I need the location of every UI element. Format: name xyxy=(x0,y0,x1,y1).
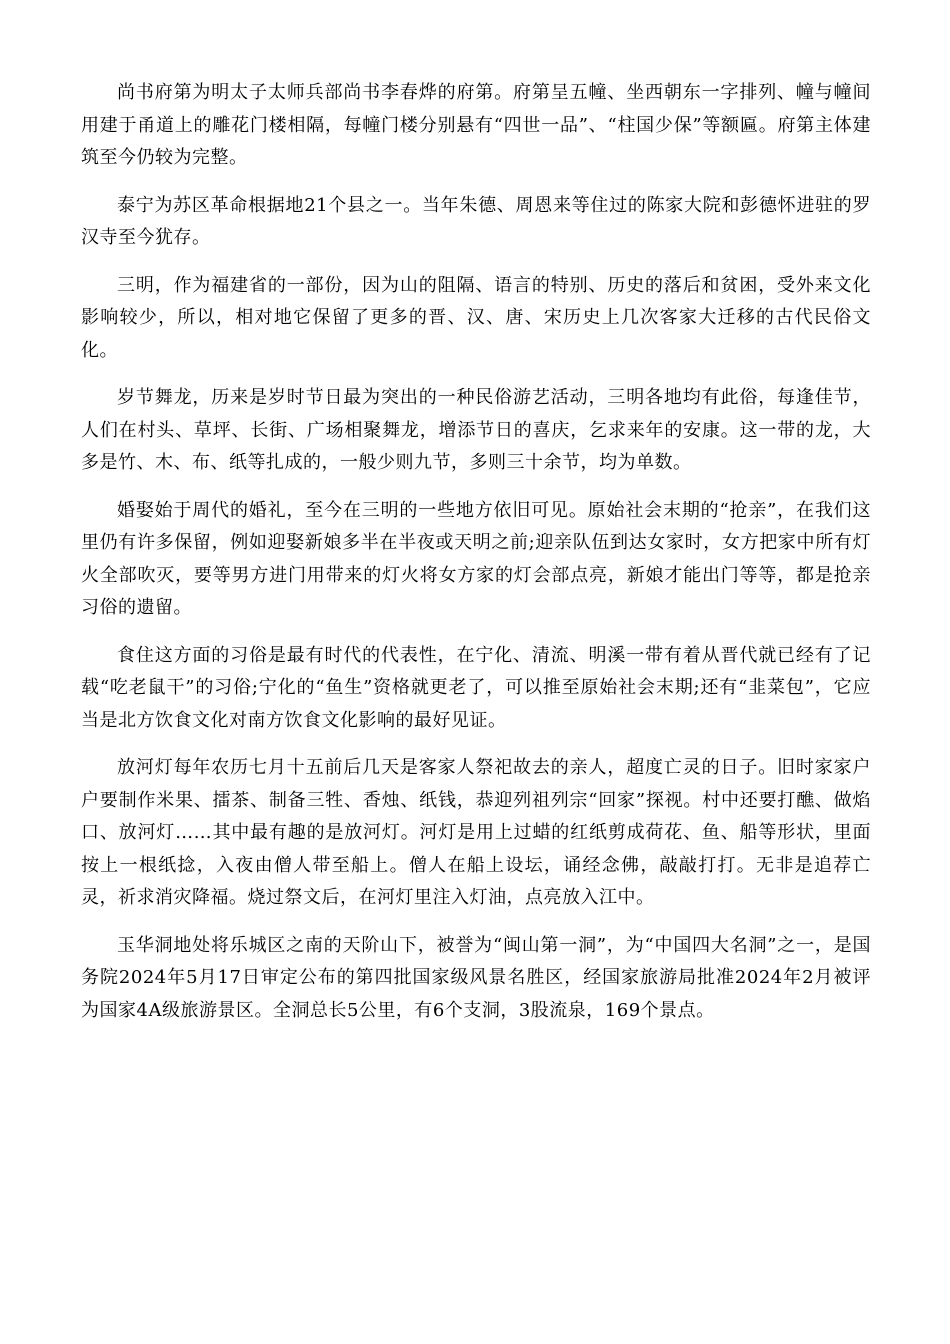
paragraph-food-customs: 食住这方面的习俗是最有时代的代表性，在宁化、清流、明溪一带有着从晋代就已经有了记载“吃老鼠干”的习俗;宁化的“鱼生”资格就更老了，可以推至原始社会末期;还有“韭菜包”，它应当是北方饮食文化对南方饮食文化影响的最好见证。 xyxy=(81,644,871,731)
document-page xyxy=(81,77,871,1042)
paragraph-sanming-culture: 三明，作为福建省的一部份，因为山的阻隔、语言的特别、历史的落后和贫困，受外来文化影响较少，所以，相对地它保留了更多的晋、汉、唐、宋历史上几次客家大迁移的古代民俗文化。 xyxy=(81,274,871,361)
paragraph-yuhua-cave: 玉华洞地处将乐城区之南的天阶山下，被誉为“闽山第一洞”，为“中国四大名洞”之一，是国务院2024年5月17日审定公布的第四批国家级风景名胜区，经国家旅游局批准2024年2月被评为国家4A级旅游景区。全洞总长5公里，有6个支洞，3股流泉，169个景点。 xyxy=(81,934,871,1021)
paragraph-taining-soviet: 泰宁为苏区革命根据地21个县之一。当年朱德、周恩来等住过的陈家大院和彭德怀进驻的罗汉寺至今犹存。 xyxy=(81,194,871,248)
paragraph-river-lanterns: 放河灯每年农历七月十五前后几天是客家人祭祀故去的亲人，超度亡灵的日子。旧时家家户户要制作米果、擂茶、制备三牲、香烛、纸钱，恭迎列祖列宗“回家”探视。村中还要打醮、做焰口、放河灯……其中最有趣的是放河灯。河灯是用上过蜡的红纸剪成荷花、鱼、船等形状，里面按上一根纸捻，入夜由僧人带至船上。僧人在船上设坛，诵经念佛，敲敲打打。无非是追荐亡灵，祈求消灾降福。烧过祭文后，在河灯里注入灯油，点亮放入江中。 xyxy=(81,757,871,908)
paragraph-dragon-dance: 岁节舞龙，历来是岁时节日最为突出的一种民俗游艺活动，三明各地均有此俗，每逢佳节，人们在村头、草坪、长街、广场相聚舞龙，增添节日的喜庆，乞求来年的安康。这一带的龙，大多是竹、木、布、纸等扎成的，一般少则九节，多则三十余节，均为单数。 xyxy=(81,387,871,473)
paragraph-shangshu-mansion: 尚书府第为明太子太师兵部尚书李春烨的府第。府第呈五幢、坐西朝东一字排列、幢与幢间用建于甬道上的雕花门楼相隔，每幢门楼分别悬有“四世一品”、“柱国少保”等额匾。府第主体建筑至今仍较为完整。 xyxy=(81,82,871,168)
paragraph-wedding-customs: 婚娶始于周代的婚礼，至今在三明的一些地方依旧可见。原始社会末期的“抢亲”，在我们这里仍有许多保留，例如迎娶新娘多半在半夜或天明之前;迎亲队伍到达女家时，女方把家中所有灯火全部吹灭，要等男方进门用带来的灯火将女方家的灯会部点亮，新娘才能出门等等，都是抢亲习俗的遗留。 xyxy=(81,499,871,618)
